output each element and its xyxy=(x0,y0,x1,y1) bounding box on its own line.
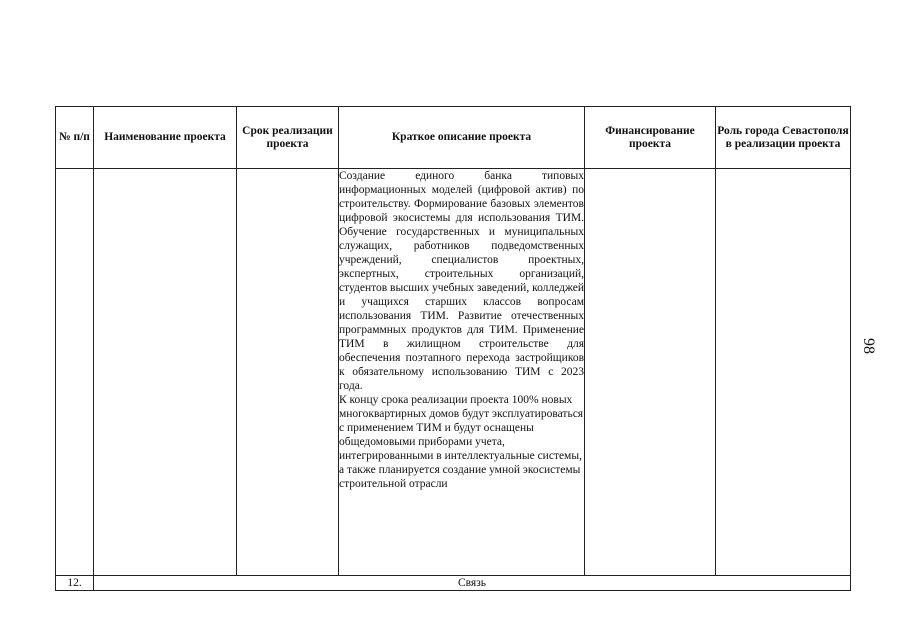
projects-table xyxy=(55,106,851,591)
header-term: Срок реализации проекта xyxy=(237,107,339,169)
section-number: 12. xyxy=(56,576,94,591)
header-name: Наименование проекта xyxy=(94,107,237,169)
cell-role xyxy=(716,169,851,576)
cell-description xyxy=(339,169,585,576)
header-num: № п/п xyxy=(56,107,94,169)
header-financing: Финансирование проекта xyxy=(585,107,716,169)
page-number: 98 xyxy=(860,338,877,354)
cell-term xyxy=(237,169,339,576)
section-title: Связь xyxy=(94,576,851,591)
header-role: Роль города Севастополя в реализации проекта xyxy=(716,107,851,169)
description-paragraph-1: Создание единого банка типовых информационных моделей (цифровой актив) по строительству. Формирование базовых элементов цифровой экосистемы для использования ТИМ. Обучение государственных и муниципальных служащих, работников подведомственных учреждений, специалистов проектных, экспертных, строительных организаций, студентов высших учебных заведений, колледжей и учащихся старших классов вопросам использования ТИМ. Развитие отечественных программных продуктов для ТИМ. Применение ТИМ в жилищном строительстве для обеспечения поэтапного перехода застройщиков к обязательному использованию ТИМ с 2023 года. xyxy=(339,170,584,392)
section-row xyxy=(56,576,851,591)
table-row xyxy=(56,169,851,576)
cell-name xyxy=(94,169,237,576)
cell-num xyxy=(56,169,94,576)
cell-financing xyxy=(585,169,716,576)
header-description: Краткое описание проекта xyxy=(339,107,585,169)
description-paragraph-2: К концу срока реализации проекта 100% новых многоквартирных домов будут эксплуатироваться с применением ТИМ и будут оснащены общедомовыми приборами учета, интегрированными в интеллектуальные системы, а также планируется создание умной экосистемы строительной отрасли xyxy=(339,394,584,490)
header-row xyxy=(56,107,851,169)
